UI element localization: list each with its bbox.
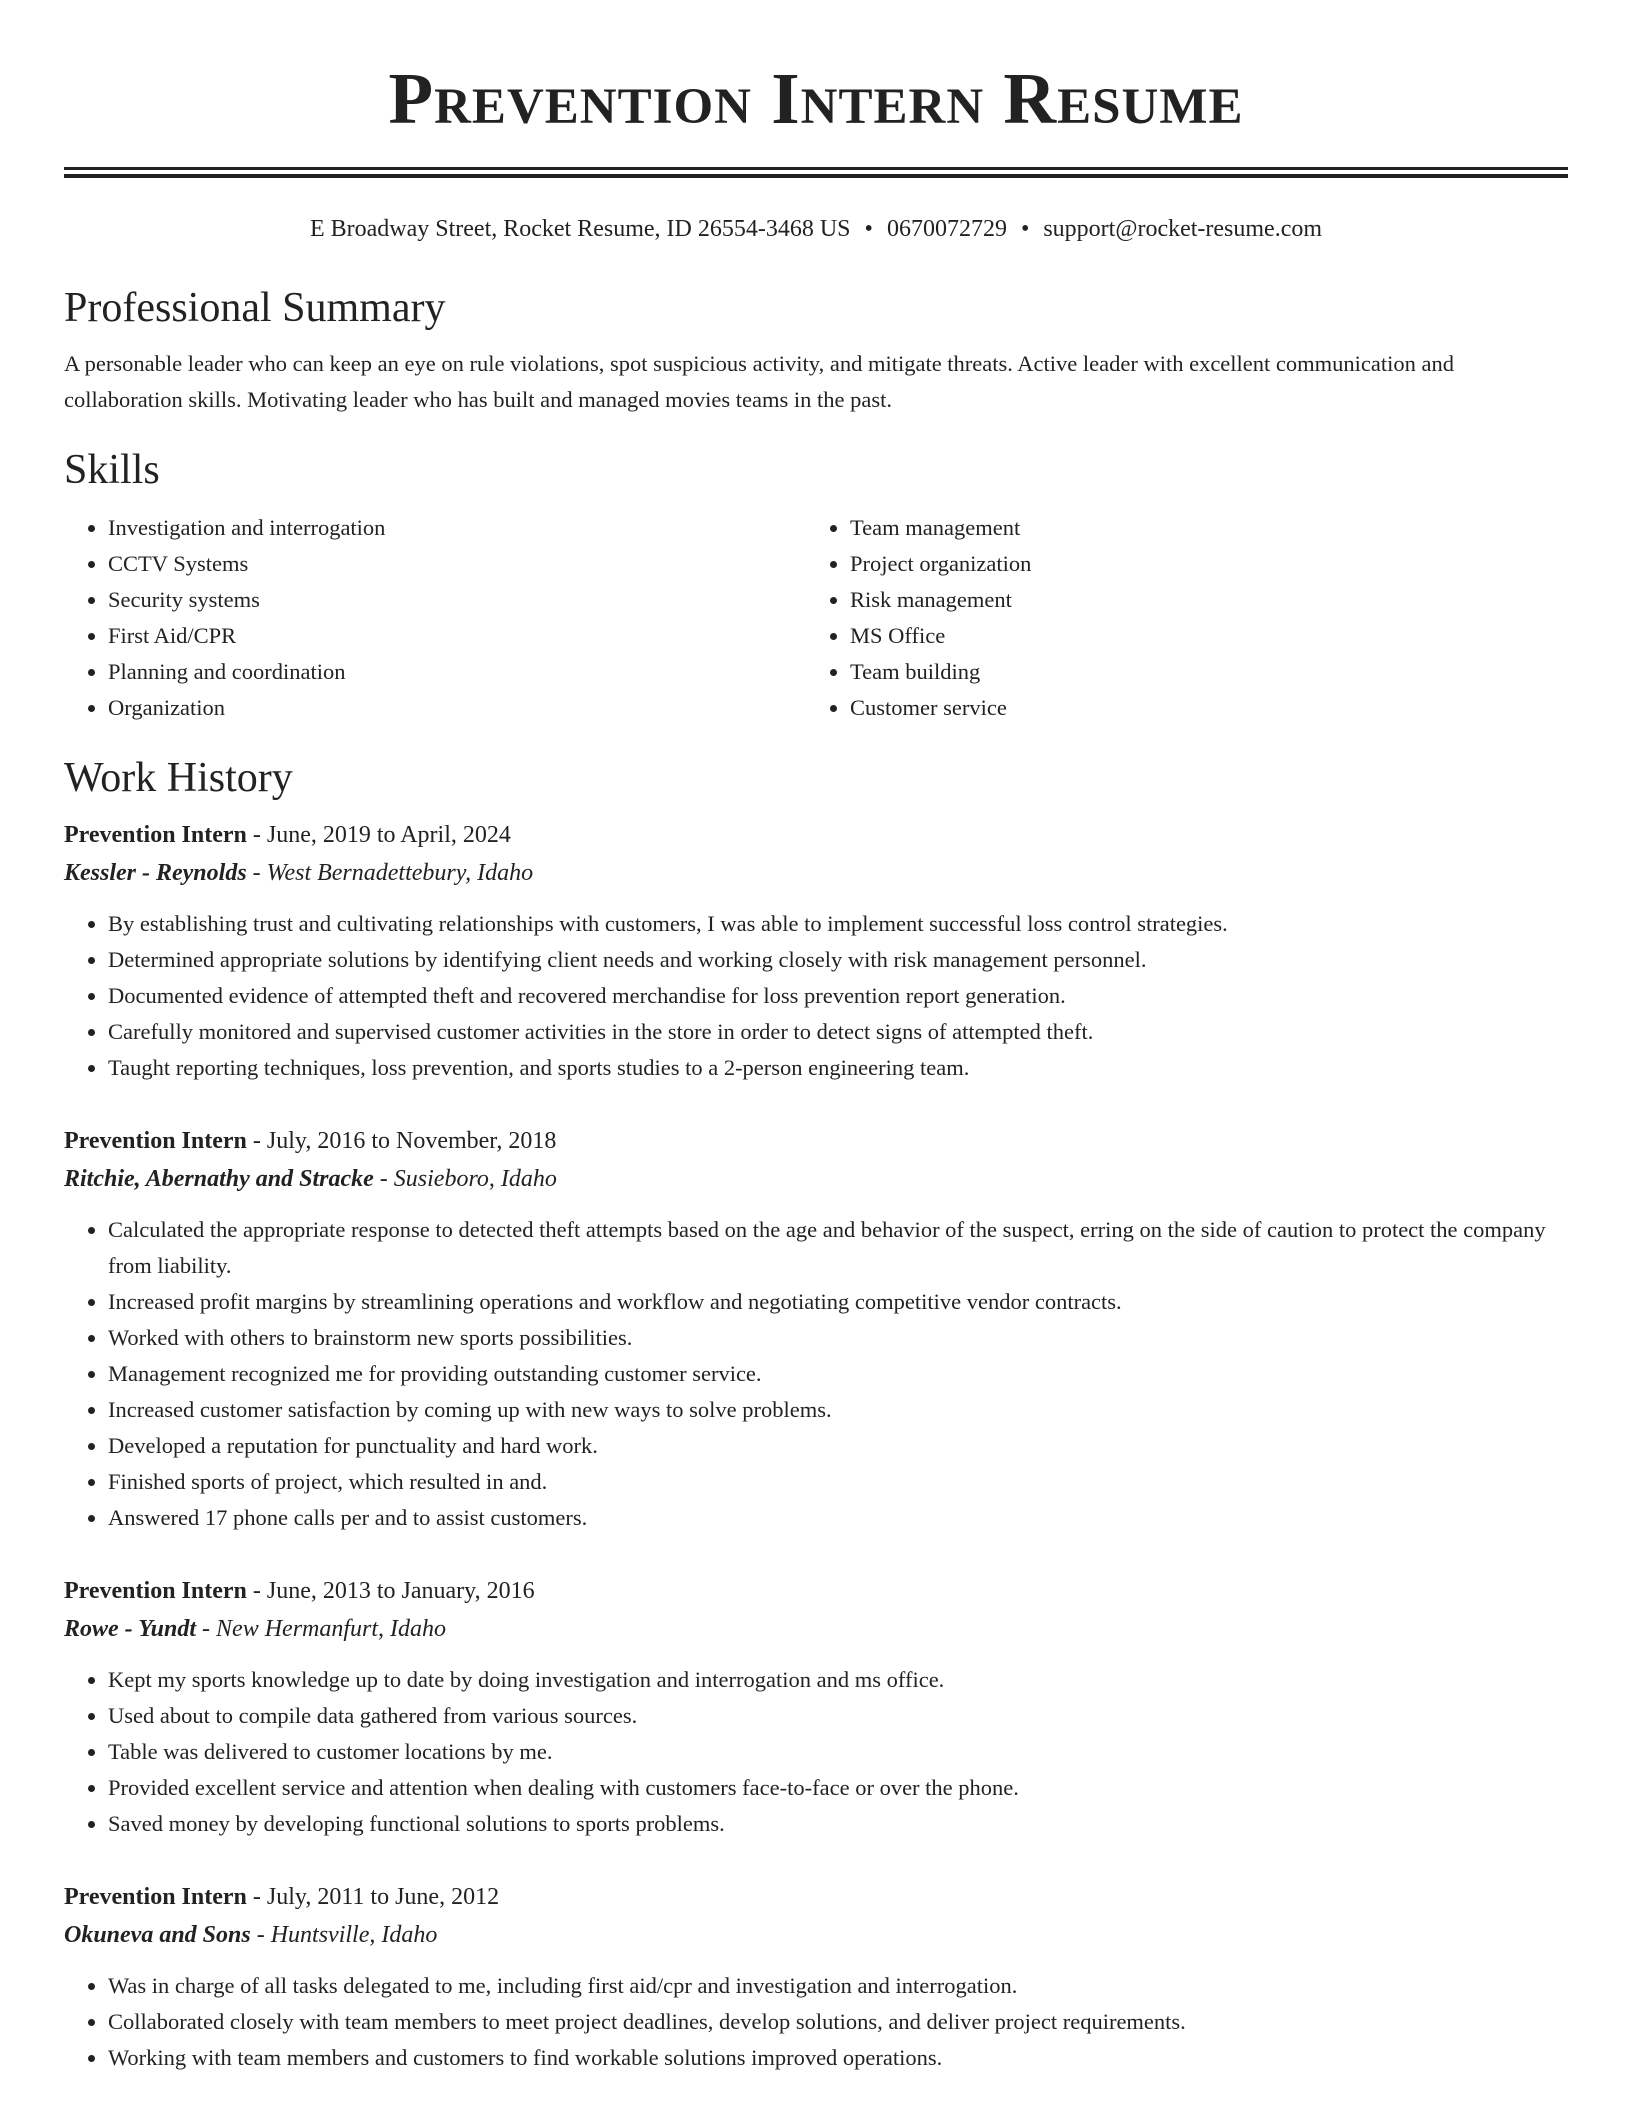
skills-list-left (64, 510, 806, 726)
skill-item: • CCTV Systems (108, 546, 806, 582)
skill-item: • Investigation and interrogation (108, 510, 806, 546)
job-title-line (64, 1122, 1568, 1160)
skill-item: • Planning and coordination (108, 654, 806, 690)
skill-item: • First Aid/CPR (108, 618, 806, 654)
job-title: Prevention Intern (64, 1128, 247, 1154)
job-bullet: • Collaborated closely with team members to meet project deadlines, develop solutions, and deliver project requirements. (108, 2004, 1568, 2040)
job-title-line (64, 816, 1568, 854)
job-bullet: • Developed a reputation for punctuality and hard work. (108, 1428, 1568, 1464)
job-title: Prevention Intern (64, 1884, 247, 1910)
job-bullet: • By establishing trust and cultivating relationships with customers, I was able to implement successful loss control strategies. (108, 906, 1568, 942)
company-location: - West Bernadettebury, Idaho (246, 860, 534, 886)
job-entry (64, 816, 1568, 1086)
company-name: Ritchie, Abernathy and Stracke (64, 1166, 374, 1192)
skills-columns (64, 510, 1568, 726)
job-bullet: • Was in charge of all tasks delegated to me, including first aid/cpr and investigation and interrogation. (108, 1968, 1568, 2004)
job-bullets (64, 1662, 1568, 1842)
job-dates: - June, 2019 to April, 2024 (246, 822, 511, 848)
summary-text: A personable leader who can keep an eye on rule violations, spot suspicious activity, and mitigate threats. Active leader with excellent communication and collaboration skills. Motivating leader who has built and managed movies teams in the past. (64, 351, 1454, 412)
job-bullet: • Used about to compile data gathered from various sources. (108, 1698, 1568, 1734)
job-dates: - July, 2016 to November, 2018 (246, 1128, 557, 1154)
skill-item: • Team management (850, 510, 1548, 546)
company-line (64, 854, 1568, 892)
job-bullet: • Determined appropriate solutions by identifying client needs and working closely with risk management personnel. (108, 942, 1568, 978)
job-bullet: • Saved money by developing functional solutions to sports problems. (108, 1806, 1568, 1842)
job-title: Prevention Intern (64, 822, 247, 848)
job-bullet: • Finished sports of project, which resulted in and. (108, 1464, 1568, 1500)
contact-phone: 0670072729 (886, 216, 1007, 242)
job-bullet: • Carefully monitored and supervised customer activities in the store in order to detect signs of attempted theft. (108, 1014, 1568, 1050)
company-line (64, 1160, 1568, 1198)
job-dates: - July, 2011 to June, 2012 (246, 1884, 500, 1910)
job-bullet: • Increased profit margins by streamlining operations and workflow and negotiating competitive vendor contracts. (108, 1284, 1568, 1320)
job-bullet: • Documented evidence of attempted theft and recovered merchandise for loss prevention report generation. (108, 978, 1568, 1014)
job-bullet: • Working with team members and customers to find workable solutions improved operations. (108, 2040, 1568, 2076)
skill-item: • Project organization (850, 546, 1548, 582)
job-bullet: • Answered 17 phone calls per and to assist customers. (108, 1500, 1568, 1536)
skill-item: • Team building (850, 654, 1548, 690)
skill-item: • MS Office (850, 618, 1548, 654)
skill-item: • Customer service (850, 690, 1548, 726)
skill-item: • Risk management (850, 582, 1548, 618)
skills-list-right (806, 510, 1548, 726)
job-bullets (64, 1968, 1568, 2076)
job-bullet: • Taught reporting techniques, loss prevention, and sports studies to a 2-person engineering team. (108, 1050, 1568, 1086)
skill-item: • Security systems (108, 582, 806, 618)
job-bullets (64, 1212, 1568, 1536)
job-entry (64, 1878, 1568, 2076)
company-name: Rowe - Yundt (64, 1616, 197, 1642)
job-bullet: • Calculated the appropriate response to detected theft attempts based on the age and behavior of the suspect, erring on the side of caution to protect the company from liability. (108, 1212, 1568, 1284)
job-bullet: • Worked with others to brainstorm new sports possibilities. (108, 1320, 1568, 1356)
work-history-heading: Work History (64, 755, 293, 801)
resume-title: Prevention Intern Resume (388, 58, 1244, 139)
job-bullet: • Increased customer satisfaction by coming up with new ways to solve problems. (108, 1392, 1568, 1428)
company-line (64, 1916, 1568, 1954)
job-bullets (64, 906, 1568, 1086)
job-title-line (64, 1878, 1568, 1916)
company-line (64, 1610, 1568, 1648)
job-bullet: • Kept my sports knowledge up to date by doing investigation and interrogation and ms office. (108, 1662, 1568, 1698)
job-title-line (64, 1572, 1568, 1610)
contact-line (64, 214, 1568, 244)
company-location: - New Hermanfurt, Idaho (196, 1616, 447, 1642)
company-name: Kessler - Reynolds (64, 860, 247, 886)
summary-heading: Professional Summary (64, 285, 446, 331)
contact-email: support@rocket-resume.com (1043, 216, 1323, 242)
job-title: Prevention Intern (64, 1578, 247, 1604)
company-location: - Susieboro, Idaho (373, 1166, 557, 1192)
job-entry (64, 1122, 1568, 1536)
company-location: - Huntsville, Idaho (250, 1922, 438, 1948)
job-entry (64, 1572, 1568, 1842)
job-bullet: • Provided excellent service and attention when dealing with customers face-to-face or over the phone. (108, 1770, 1568, 1806)
title-divider (64, 167, 1568, 178)
job-bullet: • Management recognized me for providing outstanding customer service. (108, 1356, 1568, 1392)
resume-page (64, 0, 1568, 2076)
skill-item: • Organization (108, 690, 806, 726)
skills-heading: Skills (64, 447, 160, 493)
job-bullet: • Table was delivered to customer locations by me. (108, 1734, 1568, 1770)
contact-separator: • (1020, 216, 1030, 242)
contact-separator: • (864, 216, 873, 242)
company-name: Okuneva and Sons (64, 1922, 251, 1948)
job-dates: - June, 2013 to January, 2016 (246, 1578, 535, 1604)
contact-address: E Broadway Street, Rocket Resume, ID 26554-3468 US (309, 216, 851, 242)
